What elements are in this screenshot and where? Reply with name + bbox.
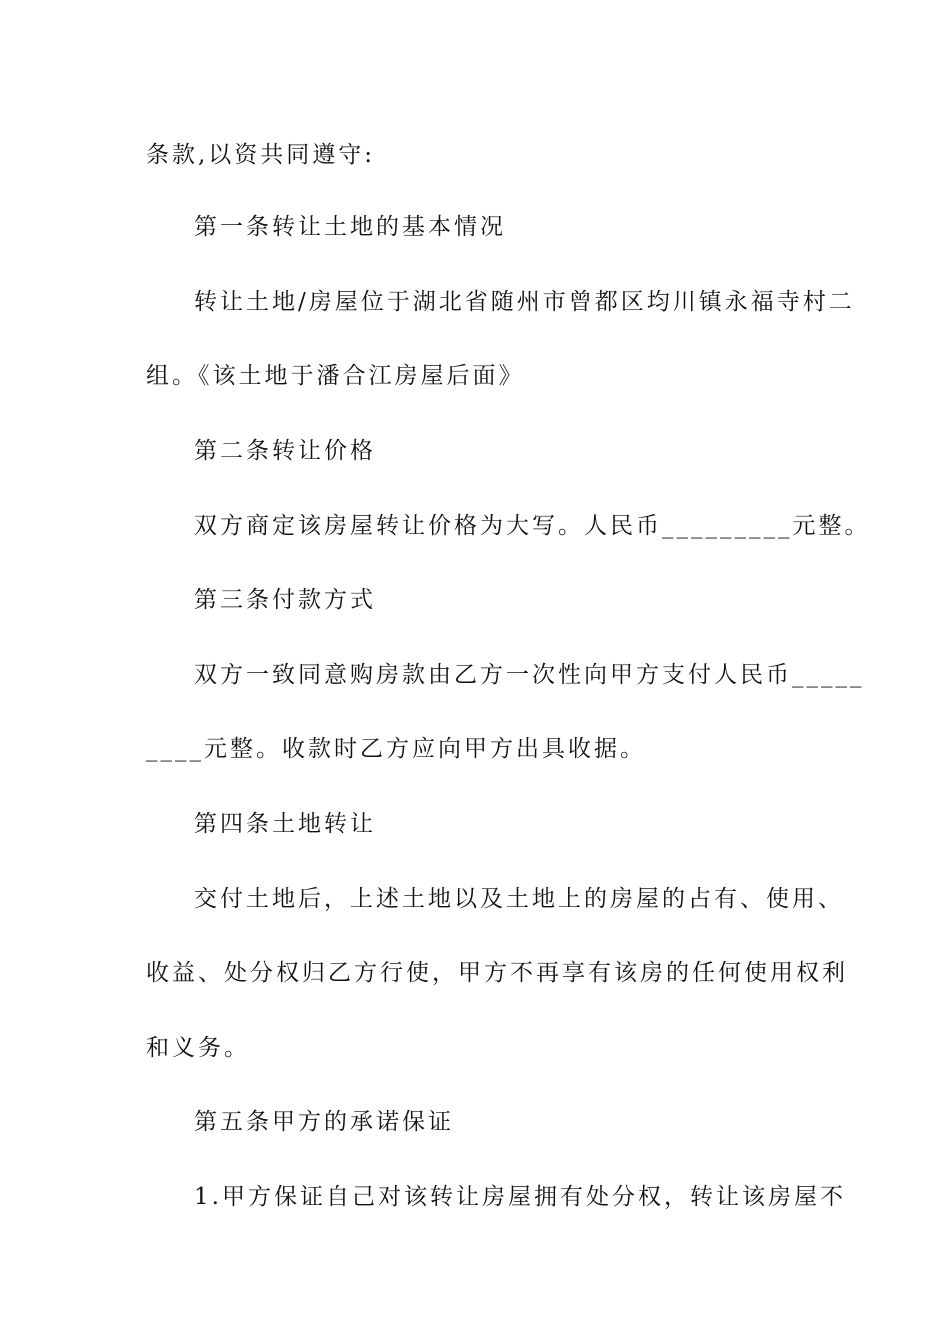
text-line-11: 交付土地后，上述土地以及土地上的房屋的占有、使用、 [194, 886, 844, 912]
text-line-8: 双方一致同意购房款由乙方一次性向甲方支付人民币_____ [194, 662, 865, 688]
text-line-3: 转让土地/房屋位于湖北省随州市曾都区均川镇永福寺村二 [194, 289, 855, 315]
heading-article-3: 第三条付款方式 [194, 587, 376, 613]
text-line-6: 双方商定该房屋转让价格为大写。人民币_________元整。 [194, 513, 871, 539]
heading-article-1: 第一条转让土地的基本情况 [194, 214, 506, 240]
heading-article-4: 第四条土地转让 [194, 811, 376, 837]
text-line-4: 组。《该土地于潘合江房屋后面》 [146, 363, 525, 389]
text-line-13: 和义务。 [146, 1035, 250, 1061]
heading-article-5: 第五条甲方的承诺保证 [194, 1109, 454, 1135]
heading-article-2: 第二条转让价格 [194, 438, 376, 464]
text-line-12: 收益、处分权归乙方行使，甲方不再享有该房的任何使用权利 [146, 960, 848, 986]
text-line-15: 1.甲方保证自己对该转让房屋拥有处分权，转让该房屋不 [194, 1184, 846, 1210]
text-line-9: ____元整。收款时乙方应向甲方出具收据。 [146, 736, 646, 762]
text-line-1: 条款,以资共同遵守: [146, 142, 376, 168]
